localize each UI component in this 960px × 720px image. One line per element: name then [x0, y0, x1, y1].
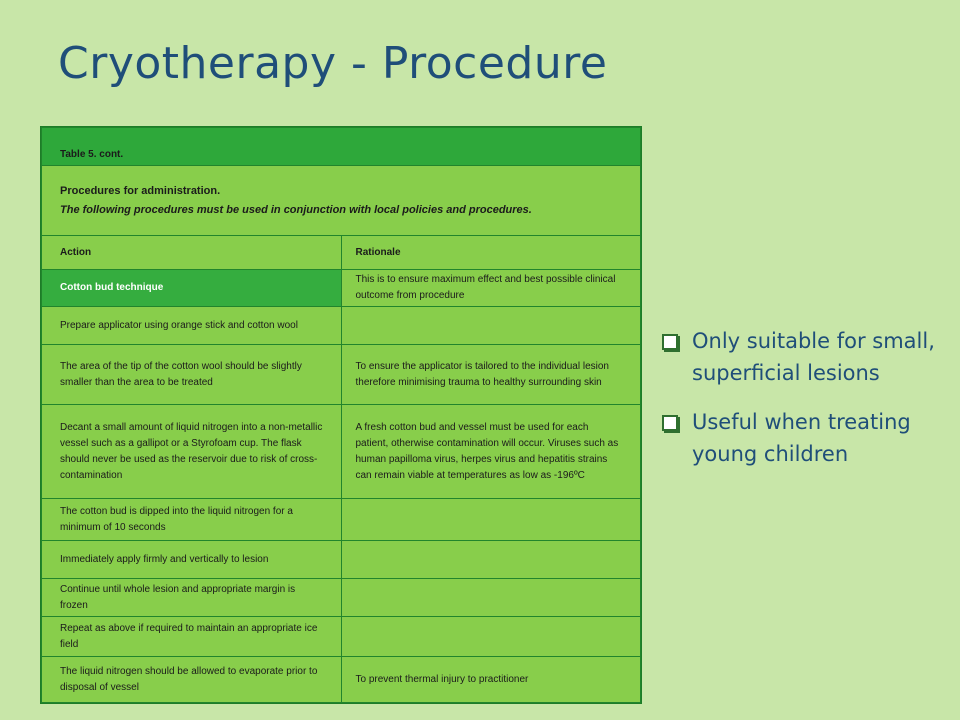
- rationale-cell: To ensure the applicator is tailored to the individual lesion therefore minimising trauma to healthy surrounding skin: [341, 345, 641, 405]
- action-cell: The liquid nitrogen should be allowed to evaporate prior to disposal of vessel: [42, 657, 342, 703]
- action-cell: The cotton bud is dipped into the liquid nitrogen for a minimum of 10 seconds: [42, 499, 342, 541]
- table-row: [42, 405, 641, 499]
- bullet-text: Only suitable for small, superficial lesions: [692, 329, 935, 385]
- rationale-cell: [341, 499, 641, 541]
- table-caption: Table 5. cont.: [60, 149, 124, 160]
- procedures-row: [42, 166, 641, 236]
- action-cell: Immediately apply firmly and vertically to lesion: [42, 541, 342, 579]
- table-row: [42, 579, 641, 617]
- table-row: [42, 307, 641, 345]
- table-row: [42, 617, 641, 657]
- bullet-list: [662, 326, 952, 488]
- procedure-table: [40, 126, 642, 704]
- procedures-title: Procedures for administration.: [60, 184, 221, 197]
- table-row: [42, 345, 641, 405]
- column-header-row: [42, 236, 641, 270]
- procedures-note: The following procedures must be used in conjunction with local policies and procedures.: [60, 203, 532, 216]
- action-cell: Cotton bud technique: [42, 270, 342, 307]
- action-cell: Prepare applicator using orange stick and cotton wool: [42, 307, 342, 345]
- bullet-item: [662, 326, 952, 389]
- rationale-cell: A fresh cotton bud and vessel must be used for each patient, otherwise contamination will occur. Viruses such as human papilloma virus, herpes virus and hepatitis strains can remain viable at temperatures as low as -196ºC: [341, 405, 641, 499]
- rationale-cell: [341, 541, 641, 579]
- col-action-header: Action: [42, 236, 342, 270]
- checkbox-bullet-icon: [662, 415, 678, 431]
- rationale-cell: [341, 617, 641, 657]
- col-rationale-header: Rationale: [341, 236, 641, 270]
- table-row: [42, 499, 641, 541]
- table-row: [42, 270, 641, 307]
- table-row: [42, 657, 641, 703]
- slide-title: Cryotherapy - Procedure: [58, 38, 608, 89]
- action-cell: Continue until whole lesion and appropriate margin is frozen: [42, 579, 342, 617]
- table-caption-row: [42, 128, 641, 166]
- checkbox-bullet-icon: [662, 334, 678, 350]
- action-cell: Repeat as above if required to maintain an appropriate ice field: [42, 617, 342, 657]
- rationale-cell: This is to ensure maximum effect and best possible clinical outcome from procedure: [341, 270, 641, 307]
- rationale-cell: [341, 307, 641, 345]
- rationale-cell: To prevent thermal injury to practitioner: [341, 657, 641, 703]
- action-cell: Decant a small amount of liquid nitrogen into a non-metallic vessel such as a gallipot or a Styrofoam cup. The flask should never be used as the reservoir due to risk of cross-contamination: [42, 405, 342, 499]
- bullet-text: Useful when treating young children: [692, 410, 911, 466]
- rationale-cell: [341, 579, 641, 617]
- table-row: [42, 541, 641, 579]
- action-cell: The area of the tip of the cotton wool should be slightly smaller than the area to be treated: [42, 345, 342, 405]
- bullet-item: [662, 407, 952, 470]
